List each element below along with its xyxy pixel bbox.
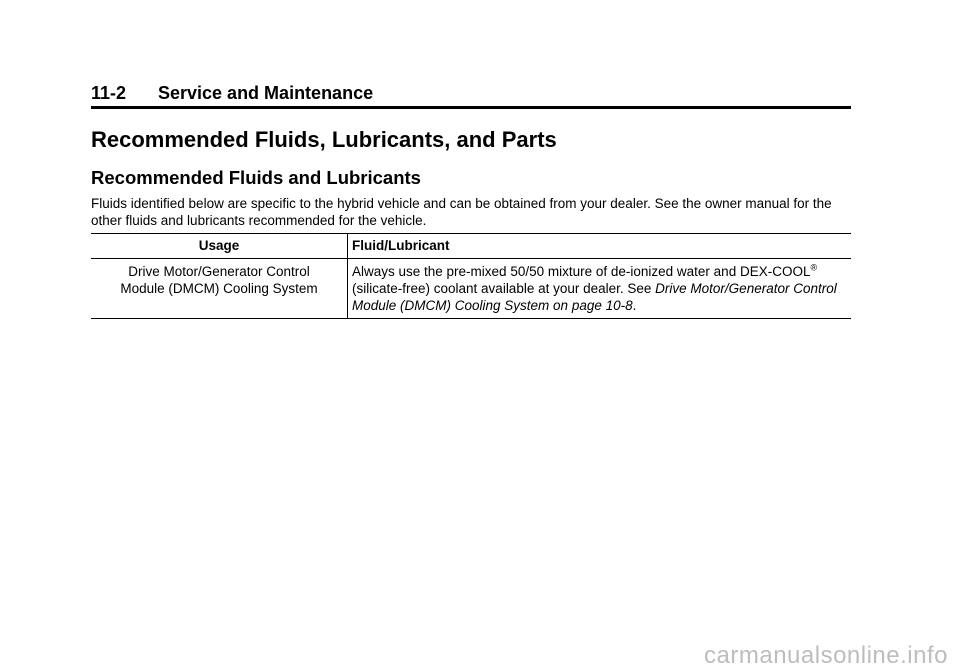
intro-paragraph: Fluids identified below are specific to the hybrid vehicle and can be obtained from your dealer. See the owner manual for the other fluids and lubricants recommended for the vehicle.: [91, 196, 832, 228]
cross-reference-link[interactable]: Drive Motor/Generator Control Module (DMCM) Cooling System on page 10-8: [352, 281, 837, 313]
fluid-cell: [348, 259, 852, 319]
registered-mark: ®: [810, 262, 818, 273]
header-fluid: Fluid/Lubricant: [348, 234, 852, 259]
page-header: [91, 83, 851, 109]
table-header-row: [91, 234, 851, 259]
page-number: 11-2: [91, 83, 127, 103]
section-subtitle: Recommended Fluids and Lubricants: [91, 167, 421, 188]
fluid-text-end: .: [632, 298, 637, 313]
table-row: [91, 259, 851, 319]
usage-cell: [91, 259, 348, 319]
usage-line-1: Drive Motor/Generator Control: [128, 264, 310, 279]
page-title: Recommended Fluids, Lubricants, and Parts: [91, 127, 557, 152]
header-usage: Usage: [91, 234, 348, 259]
section-title: Service and Maintenance: [158, 83, 374, 103]
fluids-table: [91, 233, 851, 319]
watermark: carmanualsonline.info: [704, 642, 948, 669]
fluid-text-1: Always use the pre-mixed 50/50 mixture of de-ionized water and DEX-COOL: [352, 264, 811, 279]
fluid-text-2: (silicate-free) coolant available at your dealer. See: [352, 281, 656, 296]
usage-line-2: Module (DMCM) Cooling System: [120, 281, 318, 296]
